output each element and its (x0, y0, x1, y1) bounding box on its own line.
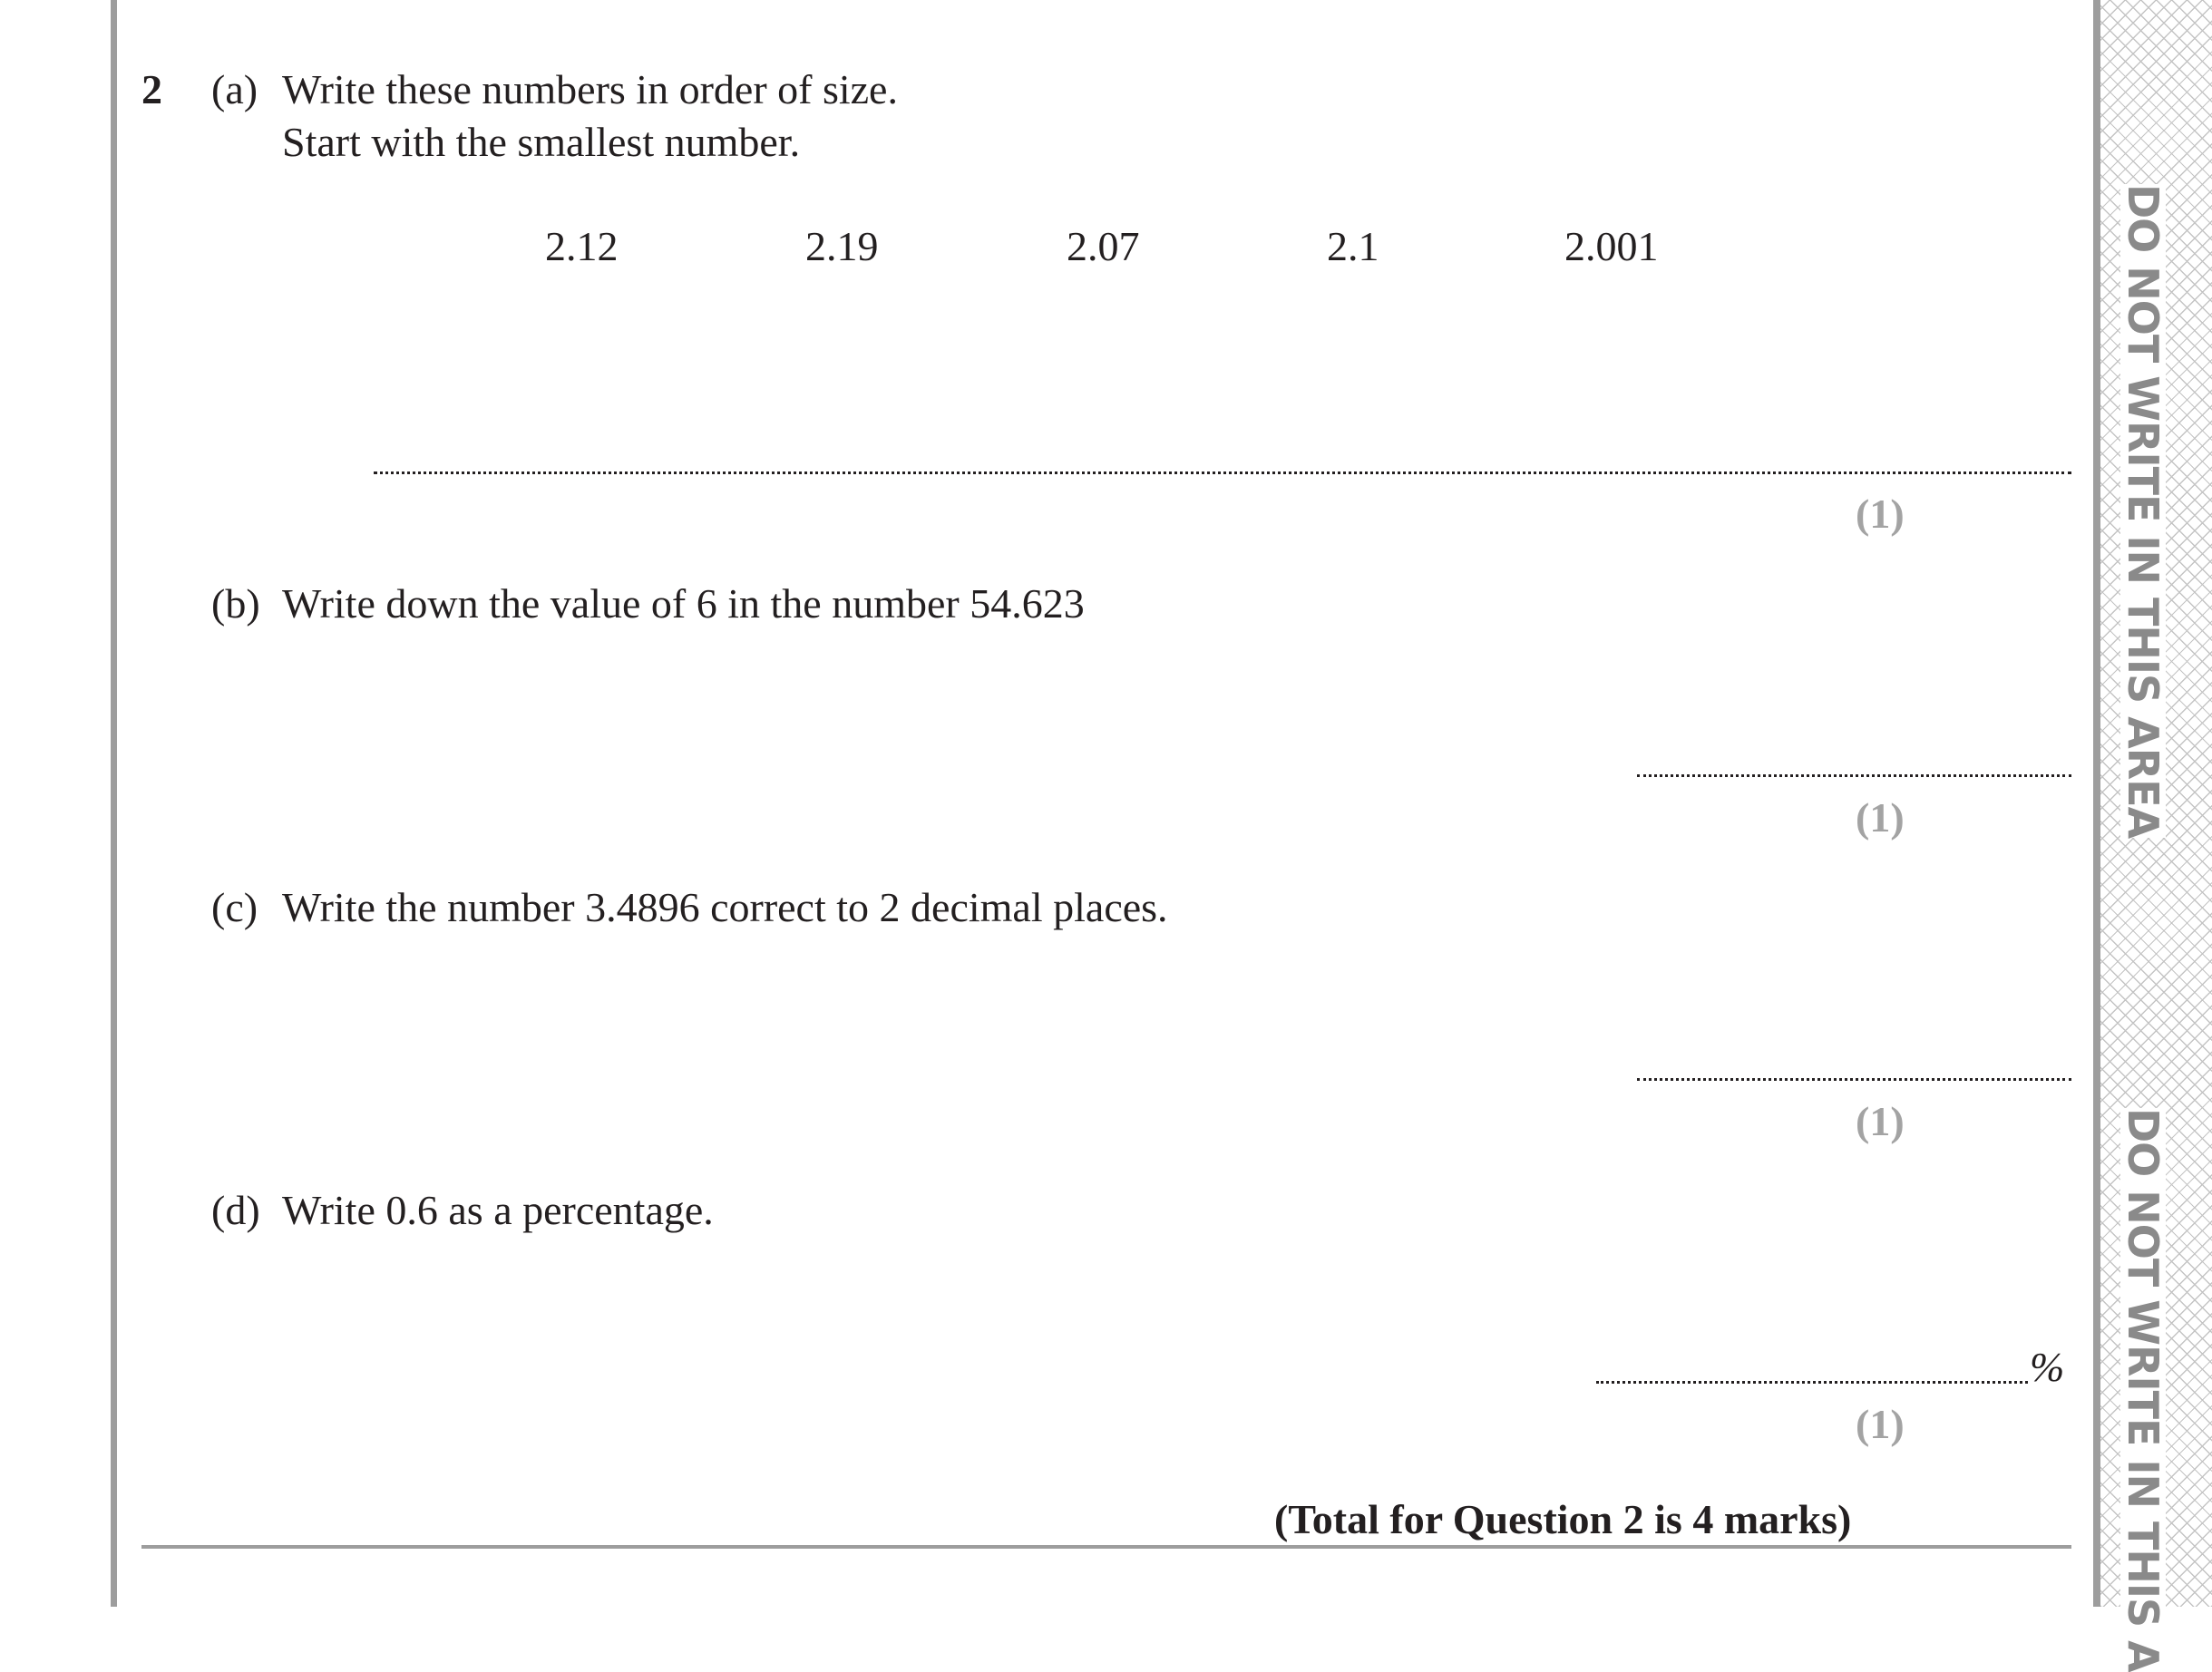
margin-warning-text-2: DO NOT WRITE IN THIS A (2119, 1108, 2168, 1672)
part-d-question: Write 0.6 as a percentage. (282, 1187, 714, 1233)
page-left-border (111, 0, 117, 1607)
part-c-label: (c) (211, 884, 258, 930)
marks-a: (1) (1856, 491, 1905, 537)
number-item: 2.001 (1564, 223, 1659, 269)
answer-line-b[interactable] (1637, 774, 2071, 777)
part-a-instruction-line2: Start with the smallest number. (282, 119, 801, 165)
margin-warning-text: DO NOT WRITE IN THIS AREA (2119, 184, 2168, 839)
answer-line-c[interactable] (1637, 1078, 2071, 1081)
question-total: (Total for Question 2 is 4 marks) (1274, 1496, 1852, 1542)
part-a-label: (a) (211, 66, 258, 112)
marks-d: (1) (1856, 1401, 1905, 1447)
answer-line-a[interactable] (374, 471, 2071, 474)
number-item: 2.1 (1327, 223, 1379, 269)
part-b-question: Write down the value of 6 in the number 54.623 (282, 580, 1085, 627)
answer-line-d[interactable] (1596, 1381, 2028, 1384)
part-b-label: (b) (211, 580, 260, 627)
number-item: 2.19 (805, 223, 879, 269)
marks-b: (1) (1856, 794, 1905, 841)
part-d-label: (d) (211, 1187, 260, 1233)
percent-sign: % (2030, 1344, 2065, 1390)
number-item: 2.07 (1067, 223, 1140, 269)
question-number: 2 (141, 66, 162, 112)
part-c-question: Write the number 3.4896 correct to 2 decimal places. (282, 884, 1168, 930)
marks-c: (1) (1856, 1098, 1905, 1144)
part-a-instruction-line1: Write these numbers in order of size. (282, 66, 898, 112)
question-end-rule (141, 1545, 2071, 1549)
number-item: 2.12 (545, 223, 619, 269)
